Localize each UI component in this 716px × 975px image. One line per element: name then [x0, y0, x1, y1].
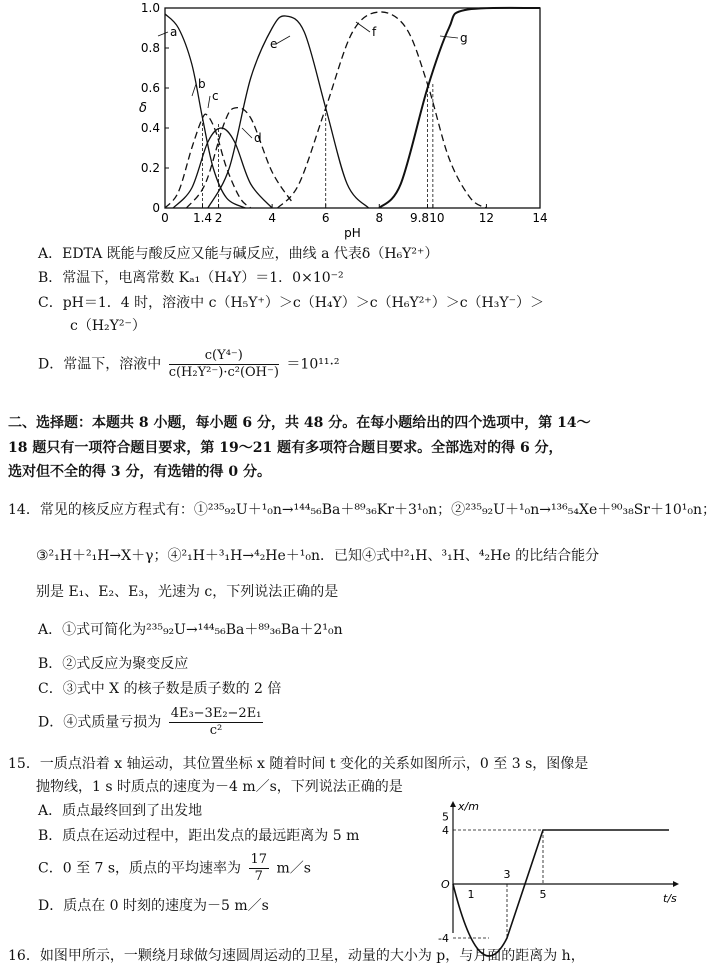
t-axis-arrow: [673, 881, 679, 887]
y-tick-label: 1.0: [140, 1, 160, 15]
q14-stem-line3: 别是 E₁、E₂、E₃，光速为 c，下列说法正确的是: [36, 584, 339, 600]
label-leader: [440, 36, 458, 38]
q16-stem: 16．如图甲所示，一颗绕月球做匀速圆周运动的卫星，动量的大小为 p，与月面的距离为 h，: [8, 948, 585, 964]
q15-c-fraction: [249, 852, 270, 885]
q14-option-d: [38, 706, 266, 739]
q13-option-c-line1: C．pH＝1．4 时，溶液中 c（H₅Y⁺）＞c（H₄Y）＞c（H₆Y²⁺）＞c（H₃Y⁻）＞: [38, 295, 544, 311]
y-tick-label: 0.6: [140, 81, 160, 95]
x-tick-label: 12: [478, 211, 495, 225]
q13-d-denominator: c(H₂Y²⁻)·c²(OH⁻): [168, 365, 279, 380]
t-tick-label: 5: [539, 888, 547, 901]
q14-stem-prefix: 14．常见的核反应方程式有：①: [8, 502, 208, 518]
series-a-label: a: [170, 25, 178, 39]
q15-option-b: B．质点在运动过程中，距出发点的最远距离为 5 m: [38, 828, 360, 844]
q14-stem-line1: [8, 500, 716, 520]
x-tick-label: 4: [268, 211, 276, 225]
q14-d-fraction: [169, 706, 264, 739]
series-d-label: d: [254, 131, 262, 145]
series-g-label: g: [460, 31, 468, 45]
x-tick-label: 8: [375, 211, 384, 225]
x-tick-label: 9.8: [409, 211, 430, 225]
q13-d-fraction: [169, 348, 279, 381]
plot-frame: [165, 8, 540, 208]
q15-stem-line2: 抛物线，1 s 时质点的速度为－4 m／s，下列说法正确的是: [36, 779, 403, 795]
label-leader: [208, 96, 210, 108]
q13-d-numerator: c(Y⁴⁻): [169, 348, 279, 365]
y-tick-label: 5: [442, 810, 449, 824]
x-tick-label: 10: [429, 211, 445, 225]
series-e-label: e: [270, 37, 278, 51]
section2-line1: 二、选择题：本题共 8 小题，每小题 6 分，共 48 分。在每小题给出的四个选项中，第 14～: [8, 415, 591, 431]
x-tick-label: 1.4: [192, 211, 213, 225]
speciation-chart: [130, 0, 560, 240]
q13-option-b: B．常温下，电离常数 Kₐ₁（H₄Y）＝1．0×10⁻²: [38, 270, 344, 286]
origin-label: O: [441, 878, 450, 891]
label-leader: [356, 22, 370, 32]
y-tick-label: 0: [152, 201, 160, 215]
q15-stem-line1: 15．一质点沿着 x 轴运动，其位置坐标 x 随着时间 t 变化的关系如图所示，0 至 3 s，图像是: [8, 756, 589, 772]
t-tick-label: 3: [503, 868, 511, 881]
q15-c-suffix: m／s: [276, 860, 311, 877]
y-axis-label: δ: [139, 101, 147, 116]
x-tick-label: 0: [161, 211, 169, 225]
position-time-chart: [425, 798, 695, 945]
label-leader: [242, 128, 252, 138]
series-b-label: b: [198, 77, 206, 91]
series-f-line: [278, 12, 487, 208]
series-b-line: [165, 114, 251, 208]
y-tick-label: 0.4: [140, 121, 160, 135]
y-tick-label: 0.2: [140, 161, 160, 175]
q15-c-denominator: 7: [254, 869, 263, 884]
q14-option-c: C．③式中 X 的核子数是质子数的 2 倍: [38, 681, 282, 697]
q14-equation-2: ²³⁵₉₂U＋¹₀n→¹³⁶₅₄Xe＋⁹⁰₃₈Sr＋10¹₀n；: [465, 502, 716, 518]
y-tick-label: 0.8: [140, 41, 160, 55]
q15-option-d: D．质点在 0 时刻的速度为－5 m／s: [38, 898, 269, 914]
x-axis-label: pH: [344, 226, 361, 240]
q14-option-b: B．②式反应为聚变反应: [38, 656, 189, 672]
series-a-line: [165, 14, 245, 208]
x-t-curve: [453, 830, 669, 956]
q15-option-c: [38, 852, 311, 885]
q15-c-prefix: C．0 至 7 s，质点的平均速率为: [38, 860, 242, 877]
q13-option-a: A．EDTA 既能与酸反应又能与碱反应，曲线 a 代表δ（H₆Y²⁺）: [38, 246, 439, 262]
q13-option-d: [38, 348, 340, 381]
series-e-line: [208, 16, 369, 208]
q13-d-prefix: D．常温下，溶液中: [38, 356, 162, 373]
section2-line2: 18 题只有一项符合题目要求，第 19～21 题有多项符合题目要求。全部选对的得 6 分，: [8, 440, 563, 456]
q14-equation-1: ²³⁵₉₂U＋¹₀n→¹⁴⁴₅₆Ba＋⁸⁹₃₆Kr＋3¹₀n；②: [207, 502, 466, 518]
q14-d-denominator: c²: [209, 723, 223, 738]
label-leader: [276, 36, 290, 44]
x-tick-label: 6: [321, 211, 330, 225]
x-axis-arrow: [450, 801, 456, 807]
q14-stem-line2: ③²₁H＋²₁H→X＋γ；④²₁H＋³₁H→⁴₂He＋¹₀n．已知④式中²₁H、³₁H、⁴₂He 的比结合能分: [36, 548, 600, 564]
series-c-label: c: [212, 89, 219, 103]
label-leader: [158, 32, 168, 36]
x-tick-label: 14: [532, 211, 548, 225]
q14-d-numerator: 4E₃−3E₂−2E₁: [170, 706, 262, 721]
q14-option-a: A．①式可简化为²³⁵₉₂U→¹⁴⁴₅₆Ba＋⁸⁹₃₆Ba＋2¹₀n: [38, 622, 343, 638]
x-tick-label: 2: [214, 211, 223, 225]
series-f-label: f: [372, 25, 377, 39]
label-leader: [192, 84, 196, 96]
q13-option-c-line2: c（H₂Y²⁻）: [70, 318, 146, 334]
x-axis-label: x/m: [458, 800, 479, 813]
y-tick-label: 4: [442, 824, 449, 837]
q13-d-suffix: ＝10¹¹·²: [286, 356, 340, 373]
q14-d-prefix: D．④式质量亏损为: [38, 714, 162, 731]
t-tick-label: 1: [467, 888, 475, 901]
t-axis-label: t/s: [663, 892, 677, 905]
section2-line3: 选对但不全的得 3 分，有选错的得 0 分。: [8, 464, 271, 480]
q15-option-a: A．质点最终回到了出发地: [38, 803, 203, 819]
q15-c-numerator: 17: [250, 852, 268, 867]
y-tick-label: -4: [438, 932, 449, 945]
